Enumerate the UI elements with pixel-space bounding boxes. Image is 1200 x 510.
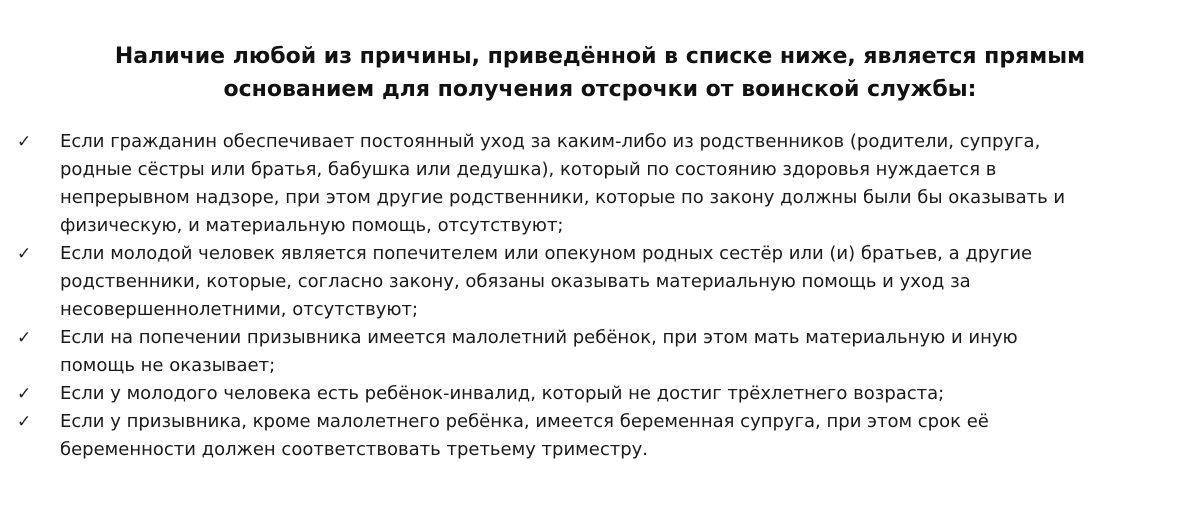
item-text-line: Если гражданин обеспечивает постоянный уход за каким-либо из родственников (родители, супруга, — [60, 131, 1041, 152]
checkmark-icon: ✓ — [17, 328, 32, 348]
list-item — [0, 380, 1200, 408]
list-item — [0, 128, 1200, 240]
item-text-line: родные сёстры или братья, бабушка или дедушка), который по состоянию здоровья нуждается в — [60, 159, 997, 180]
checkmark-icon: ✓ — [17, 384, 32, 404]
checkmark-icon: ✓ — [17, 244, 32, 264]
item-text-line: помощь не оказывает; — [60, 355, 276, 376]
item-text-line: непрерывном надзоре, при этом другие родственники, которые по закону должны были бы оказывать и — [60, 187, 1066, 208]
item-text-line: Если молодой человек является попечителем или опекуном родных сестёр или (и) братьев, а другие — [60, 243, 1033, 264]
item-text-line: беременности должен соответствовать третьему триместру. — [60, 439, 649, 460]
list-item — [0, 324, 1200, 380]
item-text-line: Если у призывника, кроме малолетнего ребёнка, имеется беременная супруга, при этом срок её — [60, 411, 989, 432]
item-text-line: родственники, которые, согласно закону, обязаны оказывать материальную помощь и уход за — [60, 271, 971, 292]
heading-line-1: Наличие любой из причины, приведённой в списке ниже, является прямым — [114, 44, 1086, 69]
item-text-line: несовершеннолетними, отсутствуют; — [60, 299, 419, 320]
list-item — [0, 408, 1200, 464]
deferment-reasons-list — [0, 128, 1200, 464]
item-text-line: Если на попечении призывника имеется малолетний ребёнок, при этом мать материальную и иную — [60, 327, 1018, 348]
page-heading — [0, 40, 1200, 106]
checkmark-icon: ✓ — [17, 132, 32, 152]
list-item — [0, 240, 1200, 324]
item-text-line: Если у молодого человека есть ребёнок-инвалид, который не достиг трёхлетнего возраста; — [60, 383, 945, 404]
heading-line-2: основанием для получения отсрочки от воинской службы: — [223, 77, 977, 102]
checkmark-icon: ✓ — [17, 412, 32, 432]
item-text-line: физическую, и материальную помощь, отсутствуют; — [60, 215, 564, 236]
